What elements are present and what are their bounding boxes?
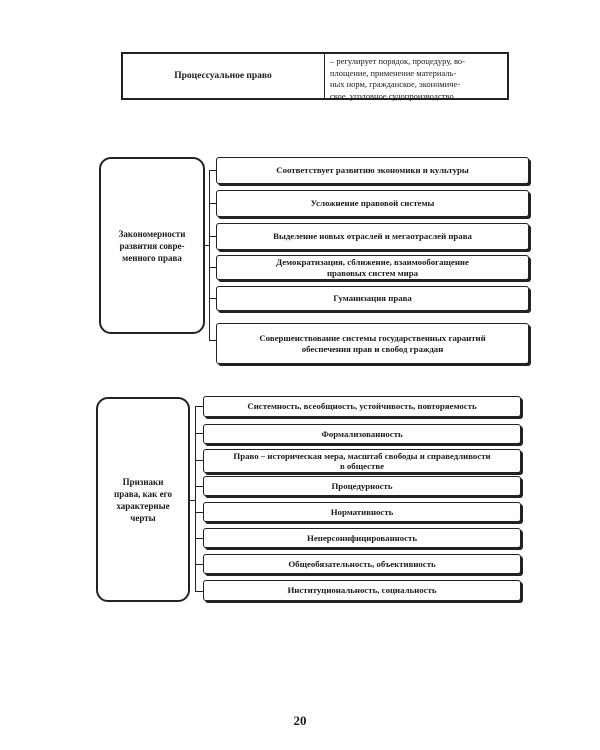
diagram2-title-line: черты bbox=[130, 512, 156, 523]
diagram2-item bbox=[203, 476, 521, 496]
definition-line: ных норм, гражданское, экономиче- bbox=[330, 79, 461, 89]
diagram2-title-line: Признаки bbox=[122, 476, 164, 487]
diagram1-item-text: Совершенствование системы государственных гарантий bbox=[259, 333, 486, 343]
diagram1-item bbox=[216, 157, 529, 184]
diagram2-branch bbox=[195, 406, 203, 407]
diagram1-item bbox=[216, 190, 529, 217]
diagram2-branch bbox=[195, 564, 203, 565]
diagram1-branch bbox=[209, 340, 216, 341]
diagram2-title-box bbox=[96, 397, 190, 602]
diagram2-branch bbox=[195, 512, 203, 513]
diagram2-item bbox=[203, 580, 521, 601]
diagram2-branch bbox=[195, 460, 203, 461]
diagram2-item-text: Процедурность bbox=[331, 480, 393, 491]
diagram1-item-text: Соответствует развитию экономики и культуры bbox=[276, 165, 469, 176]
diagram2-item-text: Институциональность, социальность bbox=[287, 585, 437, 596]
diagram2-item-text: Системность, всеобщность, устойчивость, повторяемость bbox=[247, 401, 477, 412]
diagram1-branch bbox=[209, 203, 216, 204]
procedural-law-term: Процессуальное право bbox=[174, 71, 272, 81]
diagram1-title-line: развития совре- bbox=[119, 240, 185, 251]
table-divider bbox=[324, 54, 325, 98]
diagram2-item bbox=[203, 528, 521, 548]
procedural-law-definition bbox=[326, 54, 507, 101]
diagram1-item-text: Выделение новых отраслей и мегаотраслей права bbox=[273, 231, 472, 242]
diagram1-branch bbox=[209, 298, 216, 299]
diagram2-branch bbox=[195, 538, 203, 539]
page-number: 20 bbox=[293, 713, 307, 728]
diagram1-branch bbox=[209, 236, 216, 237]
diagram1-item-text: Демократизация, сближение, взаимообогащение bbox=[276, 257, 469, 267]
diagram1-title-line: Закономерности bbox=[118, 228, 186, 239]
diagram2-item bbox=[203, 396, 521, 417]
diagram2-item-text: Неперсонифицированность bbox=[307, 532, 417, 543]
diagram1-title-box bbox=[99, 157, 205, 334]
diagram2-item-text: Общеобязательность, объективность bbox=[288, 558, 436, 569]
diagram2-title-line: характерные bbox=[116, 500, 170, 511]
diagram1-item-text: Гуманизация права bbox=[333, 293, 412, 304]
diagram1-item-text: правовых систем мира bbox=[326, 267, 419, 278]
definition-line: – регулирует порядок, процедуру, во- bbox=[330, 56, 466, 66]
diagram1-item-text: обеспечения прав и свобод граждан bbox=[301, 343, 444, 354]
diagram1-item bbox=[216, 286, 529, 311]
diagram2-item bbox=[203, 449, 521, 473]
diagram1-item bbox=[216, 255, 529, 280]
diagram1-branch bbox=[209, 267, 216, 268]
diagram2-branch bbox=[195, 486, 203, 487]
diagram1-trunk bbox=[209, 170, 210, 340]
diagram2-item-text: Право – историческая мера, масштаб свободы и справедливости bbox=[233, 450, 491, 461]
diagram1-title-line: менного права bbox=[122, 252, 182, 263]
diagram1-item bbox=[216, 223, 529, 250]
diagram2-item-text: в обществе bbox=[339, 461, 385, 471]
diagram2-item bbox=[203, 554, 521, 574]
definition-line: площение, применение материаль- bbox=[330, 67, 457, 78]
diagram1-item-text: Усложнение правовой системы bbox=[310, 198, 435, 209]
diagram2-branch bbox=[195, 591, 203, 592]
procedural-law-table bbox=[121, 52, 509, 100]
diagram2-item-text: Нормативность bbox=[330, 506, 394, 517]
diagram2-item bbox=[203, 424, 521, 444]
diagram1-item bbox=[216, 323, 529, 364]
definition-line: ское, уголовное судопроизводство bbox=[330, 90, 454, 101]
diagram1-branch bbox=[209, 170, 216, 171]
diagram2-item bbox=[203, 502, 521, 522]
diagram2-title-line: права, как его bbox=[114, 488, 172, 499]
diagram2-item-text: Формализованность bbox=[321, 428, 403, 439]
diagram2-branch bbox=[195, 433, 203, 434]
